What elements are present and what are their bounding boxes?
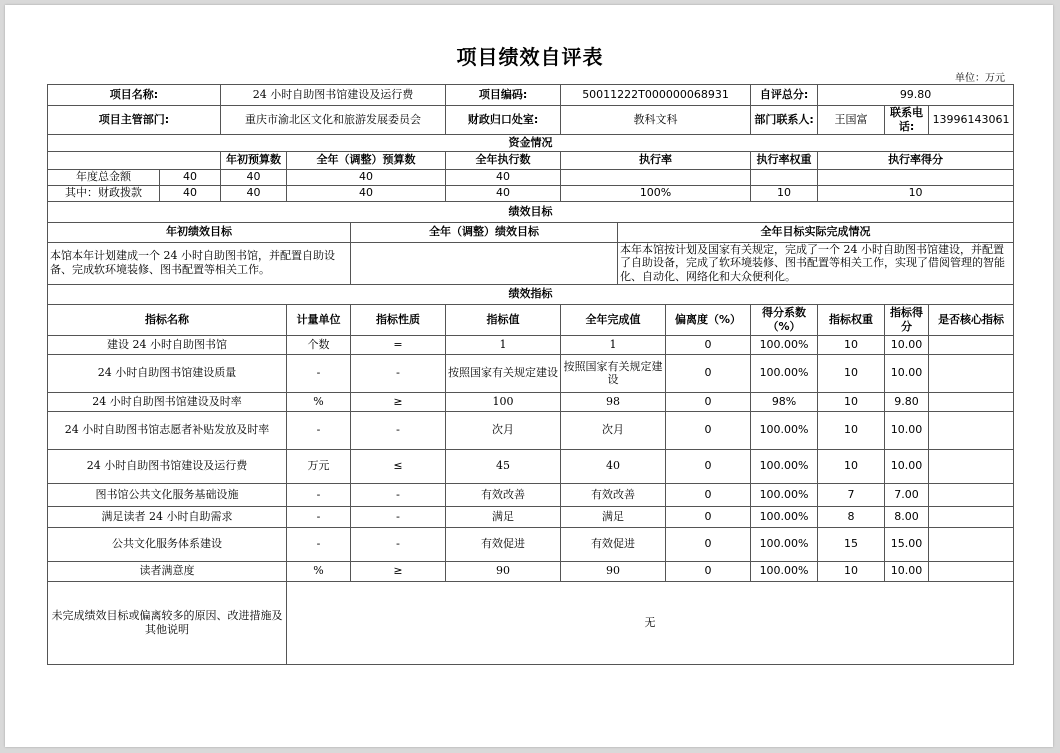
ind-coefficient: 100.00%	[751, 561, 818, 581]
dept-name: 重庆市渝北区文化和旅游发展委员会	[221, 106, 446, 135]
funds-cell: 40	[160, 169, 221, 185]
ind-core	[929, 483, 1014, 506]
ind-name: 读者满意度	[48, 561, 287, 581]
ind-coefficient: 100.00%	[751, 335, 818, 354]
ind-target: 满足	[446, 506, 561, 527]
goal-header-adjusted: 全年（调整）绩效目标	[351, 222, 618, 242]
table-row	[48, 85, 1014, 106]
ind-core	[929, 335, 1014, 354]
funds-cell: 40	[446, 169, 561, 185]
funds-cell: 40	[160, 185, 221, 201]
ind-actual: 98	[561, 392, 666, 411]
ind-coefficient: 100.00%	[751, 483, 818, 506]
funds-cell: 100%	[561, 185, 751, 201]
funds-row-label: 其中：财政拨款	[48, 185, 160, 201]
funds-cell: 10	[751, 185, 818, 201]
table-row	[48, 392, 1014, 411]
ind-weight: 15	[818, 527, 885, 561]
finance-office: 教科文科	[561, 106, 751, 135]
ind-name: 图书馆公共文化服务基础设施	[48, 483, 287, 506]
ind-deviation: 0	[666, 354, 751, 392]
remarks-label: 未完成绩效目标或偏离较多的原因、改进措施及其他说明	[48, 581, 287, 664]
ind-weight: 8	[818, 506, 885, 527]
ind-deviation: 0	[666, 483, 751, 506]
ind-unit: -	[287, 483, 351, 506]
ind-weight: 10	[818, 392, 885, 411]
page-title: 项目绩效自评表	[456, 45, 604, 69]
table-row	[48, 506, 1014, 527]
ind-coefficient: 98%	[751, 392, 818, 411]
ind-target: 有效改善	[446, 483, 561, 506]
ind-weight: 10	[818, 411, 885, 449]
ind-header: 指标权重	[818, 304, 885, 335]
ind-nature: ≥	[351, 392, 446, 411]
ind-unit: %	[287, 392, 351, 411]
goal-actual-text: 本年本馆按计划及国家有关规定，完成了一个 24 小时自助图书馆建设，并配置了自助设备，完成了软环境装修、图书配置等相关工作，实现了借阅管理的智能化、自动化、网络化和大众便利化。	[618, 242, 1014, 284]
dept-label: 项目主管部门:	[48, 106, 221, 135]
funds-cell	[561, 169, 751, 185]
funds-header: 全年执行数	[446, 151, 561, 169]
ind-name: 满足读者 24 小时自助需求	[48, 506, 287, 527]
ind-unit: 万元	[287, 449, 351, 483]
project-code: 50011222T000000068931	[561, 85, 751, 106]
ind-unit: -	[287, 411, 351, 449]
ind-target: 45	[446, 449, 561, 483]
ind-header: 全年完成值	[561, 304, 666, 335]
ind-deviation: 0	[666, 561, 751, 581]
total-score: 99.80	[818, 85, 1014, 106]
ind-nature: -	[351, 483, 446, 506]
funds-cell: 40	[221, 169, 287, 185]
funds-header: 年初预算数	[221, 151, 287, 169]
ind-nature: ≥	[351, 561, 446, 581]
funds-cell	[751, 169, 818, 185]
ind-actual: 1	[561, 335, 666, 354]
table-row	[48, 561, 1014, 581]
ind-name: 24 小时自助图书馆建设及运行费	[48, 449, 287, 483]
goal-adjusted-text	[351, 242, 618, 284]
table-row	[48, 134, 1014, 151]
ind-score: 15.00	[885, 527, 929, 561]
table-row	[48, 284, 1014, 304]
ind-header: 指标得分	[885, 304, 929, 335]
ind-score: 9.80	[885, 392, 929, 411]
ind-unit: 个数	[287, 335, 351, 354]
ind-nature: ≤	[351, 449, 446, 483]
section-funds: 资金情况	[48, 134, 1014, 151]
table-row	[48, 169, 1014, 185]
ind-name: 24 小时自助图书馆建设及时率	[48, 392, 287, 411]
ind-deviation: 0	[666, 527, 751, 561]
ind-weight: 10	[818, 354, 885, 392]
ind-core	[929, 561, 1014, 581]
ind-coefficient: 100.00%	[751, 354, 818, 392]
goal-header-actual: 全年目标实际完成情况	[618, 222, 1014, 242]
ind-actual: 次月	[561, 411, 666, 449]
phone-number: 13996143061	[929, 106, 1014, 135]
ind-score: 10.00	[885, 449, 929, 483]
unit-label: 单位：万元	[955, 73, 1005, 84]
ind-name: 建设 24 小时自助图书馆	[48, 335, 287, 354]
goal-header-initial: 年初绩效目标	[48, 222, 351, 242]
table-row	[48, 449, 1014, 483]
ind-target: 90	[446, 561, 561, 581]
funds-corner	[48, 151, 221, 169]
table-row	[48, 185, 1014, 201]
ind-deviation: 0	[666, 392, 751, 411]
funds-row-label: 年度总金额	[48, 169, 160, 185]
ind-weight: 7	[818, 483, 885, 506]
contact-name: 王国富	[818, 106, 885, 135]
ind-nature: =	[351, 335, 446, 354]
ind-actual: 有效改善	[561, 483, 666, 506]
table-row	[48, 222, 1014, 242]
table-row	[48, 335, 1014, 354]
remarks-value: 无	[287, 581, 1014, 664]
ind-header: 计量单位	[287, 304, 351, 335]
finance-label: 财政归口处室:	[446, 106, 561, 135]
ind-target: 1	[446, 335, 561, 354]
funds-cell: 40	[446, 185, 561, 201]
ind-core	[929, 527, 1014, 561]
ind-name: 24 小时自助图书馆建设质量	[48, 354, 287, 392]
ind-name: 24 小时自助图书馆志愿者补贴发放及时率	[48, 411, 287, 449]
ind-actual: 满足	[561, 506, 666, 527]
contact-label: 部门联系人:	[751, 106, 818, 135]
ind-deviation: 0	[666, 506, 751, 527]
funds-cell: 40	[287, 185, 446, 201]
ind-header: 得分系数（%）	[751, 304, 818, 335]
table-row	[48, 411, 1014, 449]
ind-core	[929, 411, 1014, 449]
ind-actual: 有效促进	[561, 527, 666, 561]
ind-actual: 按照国家有关规定建设	[561, 354, 666, 392]
ind-unit: -	[287, 527, 351, 561]
table-row	[48, 151, 1014, 169]
ind-coefficient: 100.00%	[751, 527, 818, 561]
funds-header: 执行率	[561, 151, 751, 169]
project-name: 24 小时自助图书馆建设及运行费	[221, 85, 446, 106]
ind-header: 是否核心指标	[929, 304, 1014, 335]
table-row	[48, 201, 1014, 222]
goal-initial-text: 本馆本年计划建成一个 24 小时自助图书馆，并配置自助设备、完成软环境装修、图书配置等相关工作。	[48, 242, 351, 284]
ind-deviation: 0	[666, 335, 751, 354]
ind-coefficient: 100.00%	[751, 449, 818, 483]
ind-deviation: 0	[666, 449, 751, 483]
funds-header: 执行率权重	[751, 151, 818, 169]
phone-label: 联系电话:	[885, 106, 929, 135]
ind-nature: -	[351, 354, 446, 392]
table-row	[48, 354, 1014, 392]
ind-score: 7.00	[885, 483, 929, 506]
ind-actual: 90	[561, 561, 666, 581]
ind-core	[929, 354, 1014, 392]
ind-name: 公共文化服务体系建设	[48, 527, 287, 561]
ind-header: 偏离度（%）	[666, 304, 751, 335]
ind-actual: 40	[561, 449, 666, 483]
section-indicators: 绩效指标	[48, 284, 1014, 304]
ind-target: 按照国家有关规定建设	[446, 354, 561, 392]
ind-weight: 10	[818, 335, 885, 354]
ind-header: 指标名称	[48, 304, 287, 335]
ind-unit: -	[287, 506, 351, 527]
funds-header: 全年（调整）预算数	[287, 151, 446, 169]
funds-header: 执行率得分	[818, 151, 1014, 169]
ind-coefficient: 100.00%	[751, 411, 818, 449]
ind-weight: 10	[818, 449, 885, 483]
section-goals: 绩效目标	[48, 201, 1014, 222]
table-row	[48, 242, 1014, 284]
ind-score: 8.00	[885, 506, 929, 527]
table-row	[48, 106, 1014, 135]
project-code-label: 项目编码:	[446, 85, 561, 106]
funds-cell	[818, 169, 1014, 185]
ind-unit: -	[287, 354, 351, 392]
ind-coefficient: 100.00%	[751, 506, 818, 527]
project-name-label: 项目名称:	[48, 85, 221, 106]
ind-score: 10.00	[885, 561, 929, 581]
ind-nature: -	[351, 527, 446, 561]
ind-weight: 10	[818, 561, 885, 581]
ind-core	[929, 449, 1014, 483]
funds-cell: 10	[818, 185, 1014, 201]
funds-cell: 40	[221, 185, 287, 201]
table-row	[48, 304, 1014, 335]
funds-cell: 40	[287, 169, 446, 185]
ind-target: 100	[446, 392, 561, 411]
score-label: 自评总分:	[751, 85, 818, 106]
ind-core	[929, 392, 1014, 411]
ind-header: 指标值	[446, 304, 561, 335]
table-row	[48, 483, 1014, 506]
ind-target: 次月	[446, 411, 561, 449]
performance-form	[47, 84, 1014, 665]
ind-score: 10.00	[885, 335, 929, 354]
table-row	[48, 581, 1014, 664]
ind-score: 10.00	[885, 411, 929, 449]
ind-header: 指标性质	[351, 304, 446, 335]
ind-score: 10.00	[885, 354, 929, 392]
ind-nature: -	[351, 506, 446, 527]
ind-target: 有效促进	[446, 527, 561, 561]
ind-nature: -	[351, 411, 446, 449]
table-row	[48, 527, 1014, 561]
ind-core	[929, 506, 1014, 527]
ind-unit: %	[287, 561, 351, 581]
ind-deviation: 0	[666, 411, 751, 449]
